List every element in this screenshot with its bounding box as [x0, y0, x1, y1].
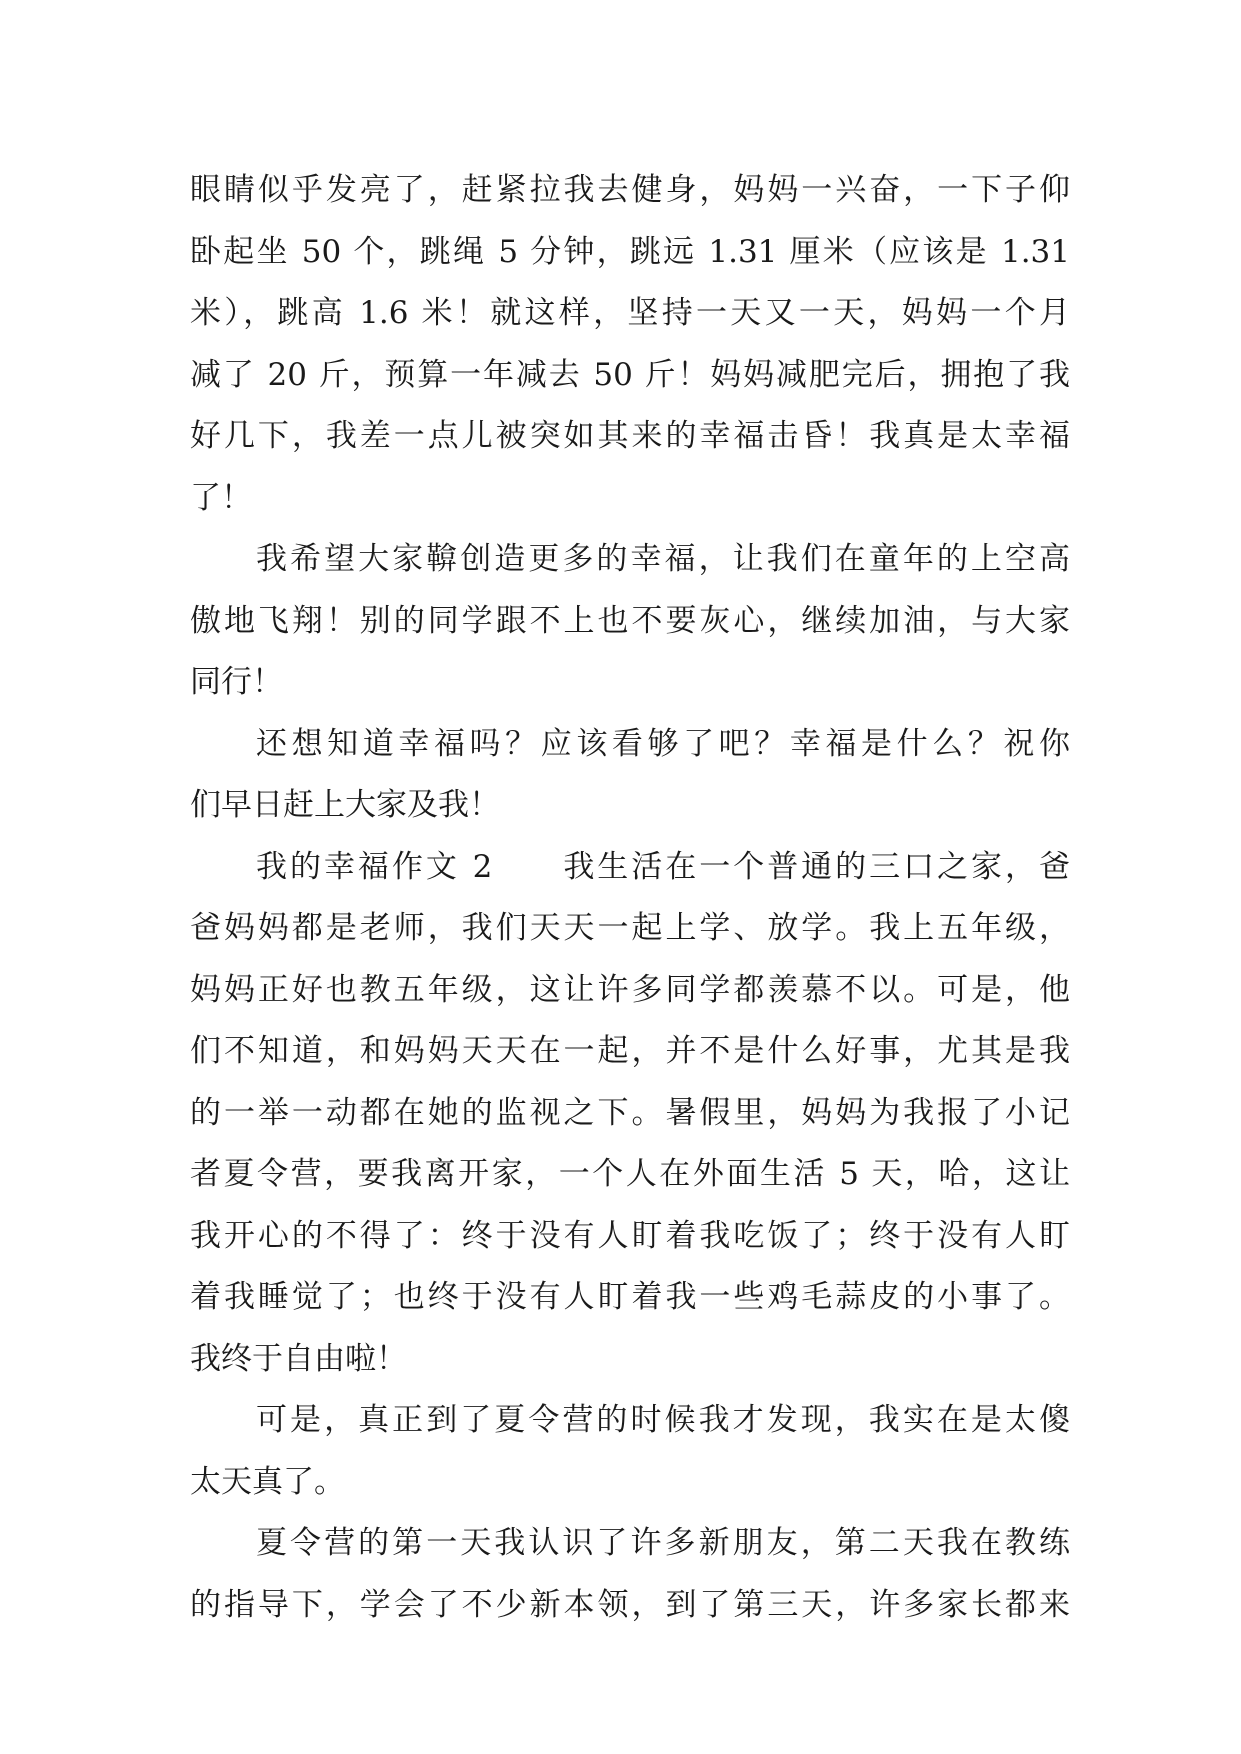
text-line: 我开心的不得了：终于没有人盯着我吃饭了；终于没有人盯	[190, 1217, 1070, 1254]
text-line: 还想知道幸福吗？应该看够了吧？幸福是什么？祝你	[256, 725, 1070, 762]
text-line: 着我睡觉了；也终于没有人盯着我一些鸡毛蒜皮的小事了。	[190, 1279, 1070, 1315]
text-line: 们不知道，和妈妈天天在一起，并不是什么好事，尤其是我	[190, 1033, 1070, 1069]
text-line: 我希望大家鞥创造更多的幸福，让我们在童年的上空高	[256, 541, 1070, 577]
text-line: 可是，真正到了夏令营的时候我才发现，我实在是太傻	[256, 1402, 1070, 1438]
text-line: 同行！	[190, 664, 283, 700]
text-line: 的指导下，学会了不少新本领，到了第三天，许多家长都来	[190, 1586, 1070, 1623]
text-line: 减了 20 斤，预算一年减去 50 斤！妈妈减肥完后，拥抱了我	[190, 356, 1070, 393]
text-line: 米），跳高 1.6 米！就这样，坚持一天又一天，妈妈一个月	[190, 295, 1070, 331]
essay-body	[190, 160, 1070, 1636]
text-line: 夏令营的第一天我认识了许多新朋友，第二天我在教练	[256, 1525, 1070, 1561]
text-line: 眼睛似乎发亮了，赶紧拉我去健身，妈妈一兴奋，一下子仰	[190, 172, 1070, 208]
text-line: 者夏令营，要我离开家，一个人在外面生活 5 天，哈，这让	[190, 1156, 1070, 1192]
text-line: 好几下，我差一点儿被突如其来的幸福击昏！我真是太幸福	[190, 418, 1070, 454]
text-line: 妈妈正好也教五年级，这让许多同学都羡慕不以。可是，他	[190, 971, 1070, 1008]
text-line: 我的幸福作文 2 我生活在一个普通的三口之家，爸	[256, 848, 1070, 885]
text-line: 我终于自由啦！	[190, 1340, 407, 1377]
text-line: 们早日赶上大家及我！	[190, 787, 500, 823]
text-line: 了！	[190, 479, 252, 516]
text-line: 太天真了。	[190, 1463, 345, 1500]
text-line: 爸妈妈都是老师，我们天天一起上学、放学。我上五年级，	[190, 910, 1070, 946]
text-line: 卧起坐 50 个，跳绳 5 分钟，跳远 1.31 厘米（应该是 1.31	[190, 233, 1070, 270]
text-line: 傲地飞翔！别的同学跟不上也不要灰心，继续加油，与大家	[190, 602, 1070, 639]
text-line: 的一举一动都在她的监视之下。暑假里，妈妈为我报了小记	[190, 1094, 1070, 1131]
